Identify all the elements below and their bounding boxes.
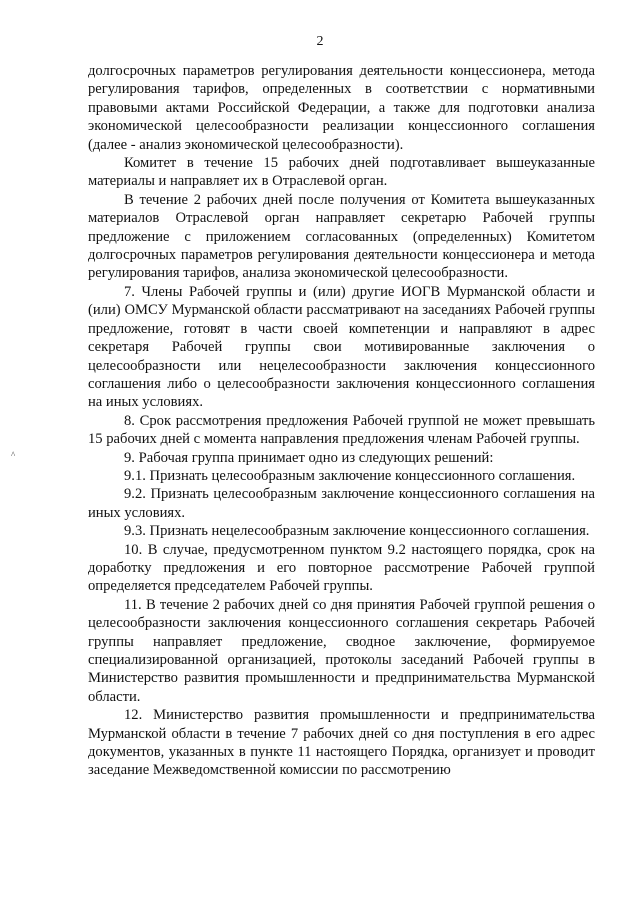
- paragraph-item-7: 7. Члены Рабочей группы и (или) другие ИОГВ Мурманской области и (или) ОМСУ Мурманской области рассматривают на заседаниях Рабочей группы предложение, готовят в части своей компетенции и направляют в адрес секретаря Рабочей группы свои мотивированные заключения о целесообразности или нецелесообразности заключения концессионного соглашения либо о целесообразности заключения концессионного соглашения на иных условиях.: [88, 283, 595, 411]
- document-body: [88, 62, 595, 780]
- paragraph-item-12: 12. Министерство развития промышленности и предпринимательства Мурманской области в течение 7 рабочих дней со дня поступления в его адрес документов, указанных в пункте 11 настоящего Порядка, организует и проводит заседание Межведомственной комиссии по рассмотрению: [88, 707, 595, 779]
- margin-mark: ^: [11, 450, 16, 460]
- paragraph-2: Комитет в течение 15 рабочих дней подготавливает вышеуказанные материалы и направляет их в Отраслевой орган.: [88, 155, 595, 190]
- page-number: 2: [316, 34, 324, 49]
- paragraph-1: долгосрочных параметров регулирования деятельности концессионера, метода регулирования тарифов, определенных в соответствии с нормативными правовыми актами Российской Федерации, а также для подготовки анализа экономической целесообразности реализации концессионного соглашения (далее - анализ экономической целесообразности).: [88, 63, 595, 153]
- paragraph-item-11: 11. В течение 2 рабочих дней со дня принятия Рабочей группой решения о целесообразности заключения концессионного соглашения секретарь Рабочей группы направляет предложение, сводное заключение, формируемое специализированной организацией, протоколы заседаний Рабочей группы в Министерство развития промышленности и предпринимательства Мурманской области.: [88, 596, 595, 705]
- paragraph-item-8: 8. Срок рассмотрения предложения Рабочей группой не может превышать 15 рабочих дней с момента направления предложения членам Рабочей группы.: [88, 412, 595, 448]
- paragraph-item-9-2: 9.2. Признать целесообразным заключение концессионного соглашения на иных условиях.: [88, 486, 595, 521]
- paragraph-3: В течение 2 рабочих дней после получения от Комитета вышеуказанных материалов Отраслевой орган направляет секретарю Рабочей группы предложение с приложением согласованных (определенных) Комитетом долгосрочных параметров регулирования деятельности концессионера и метода регулирования тарифов, анализа экономической целесообразности.: [88, 191, 595, 282]
- paragraph-item-10: 10. В случае, предусмотренном пунктом 9.2 настоящего порядка, срок на доработку предложения и его повторное рассмотрение Рабочей группой определяется председателем Рабочей группы.: [88, 541, 595, 595]
- paragraph-item-9-1: 9.1. Признать целесообразным заключение концессионного соглашения.: [124, 467, 576, 484]
- paragraph-item-9-3: 9.3. Признать нецелесообразным заключение концессионного соглашения.: [124, 523, 590, 540]
- paragraph-item-9: 9. Рабочая группа принимает одно из следующих решений:: [124, 449, 494, 466]
